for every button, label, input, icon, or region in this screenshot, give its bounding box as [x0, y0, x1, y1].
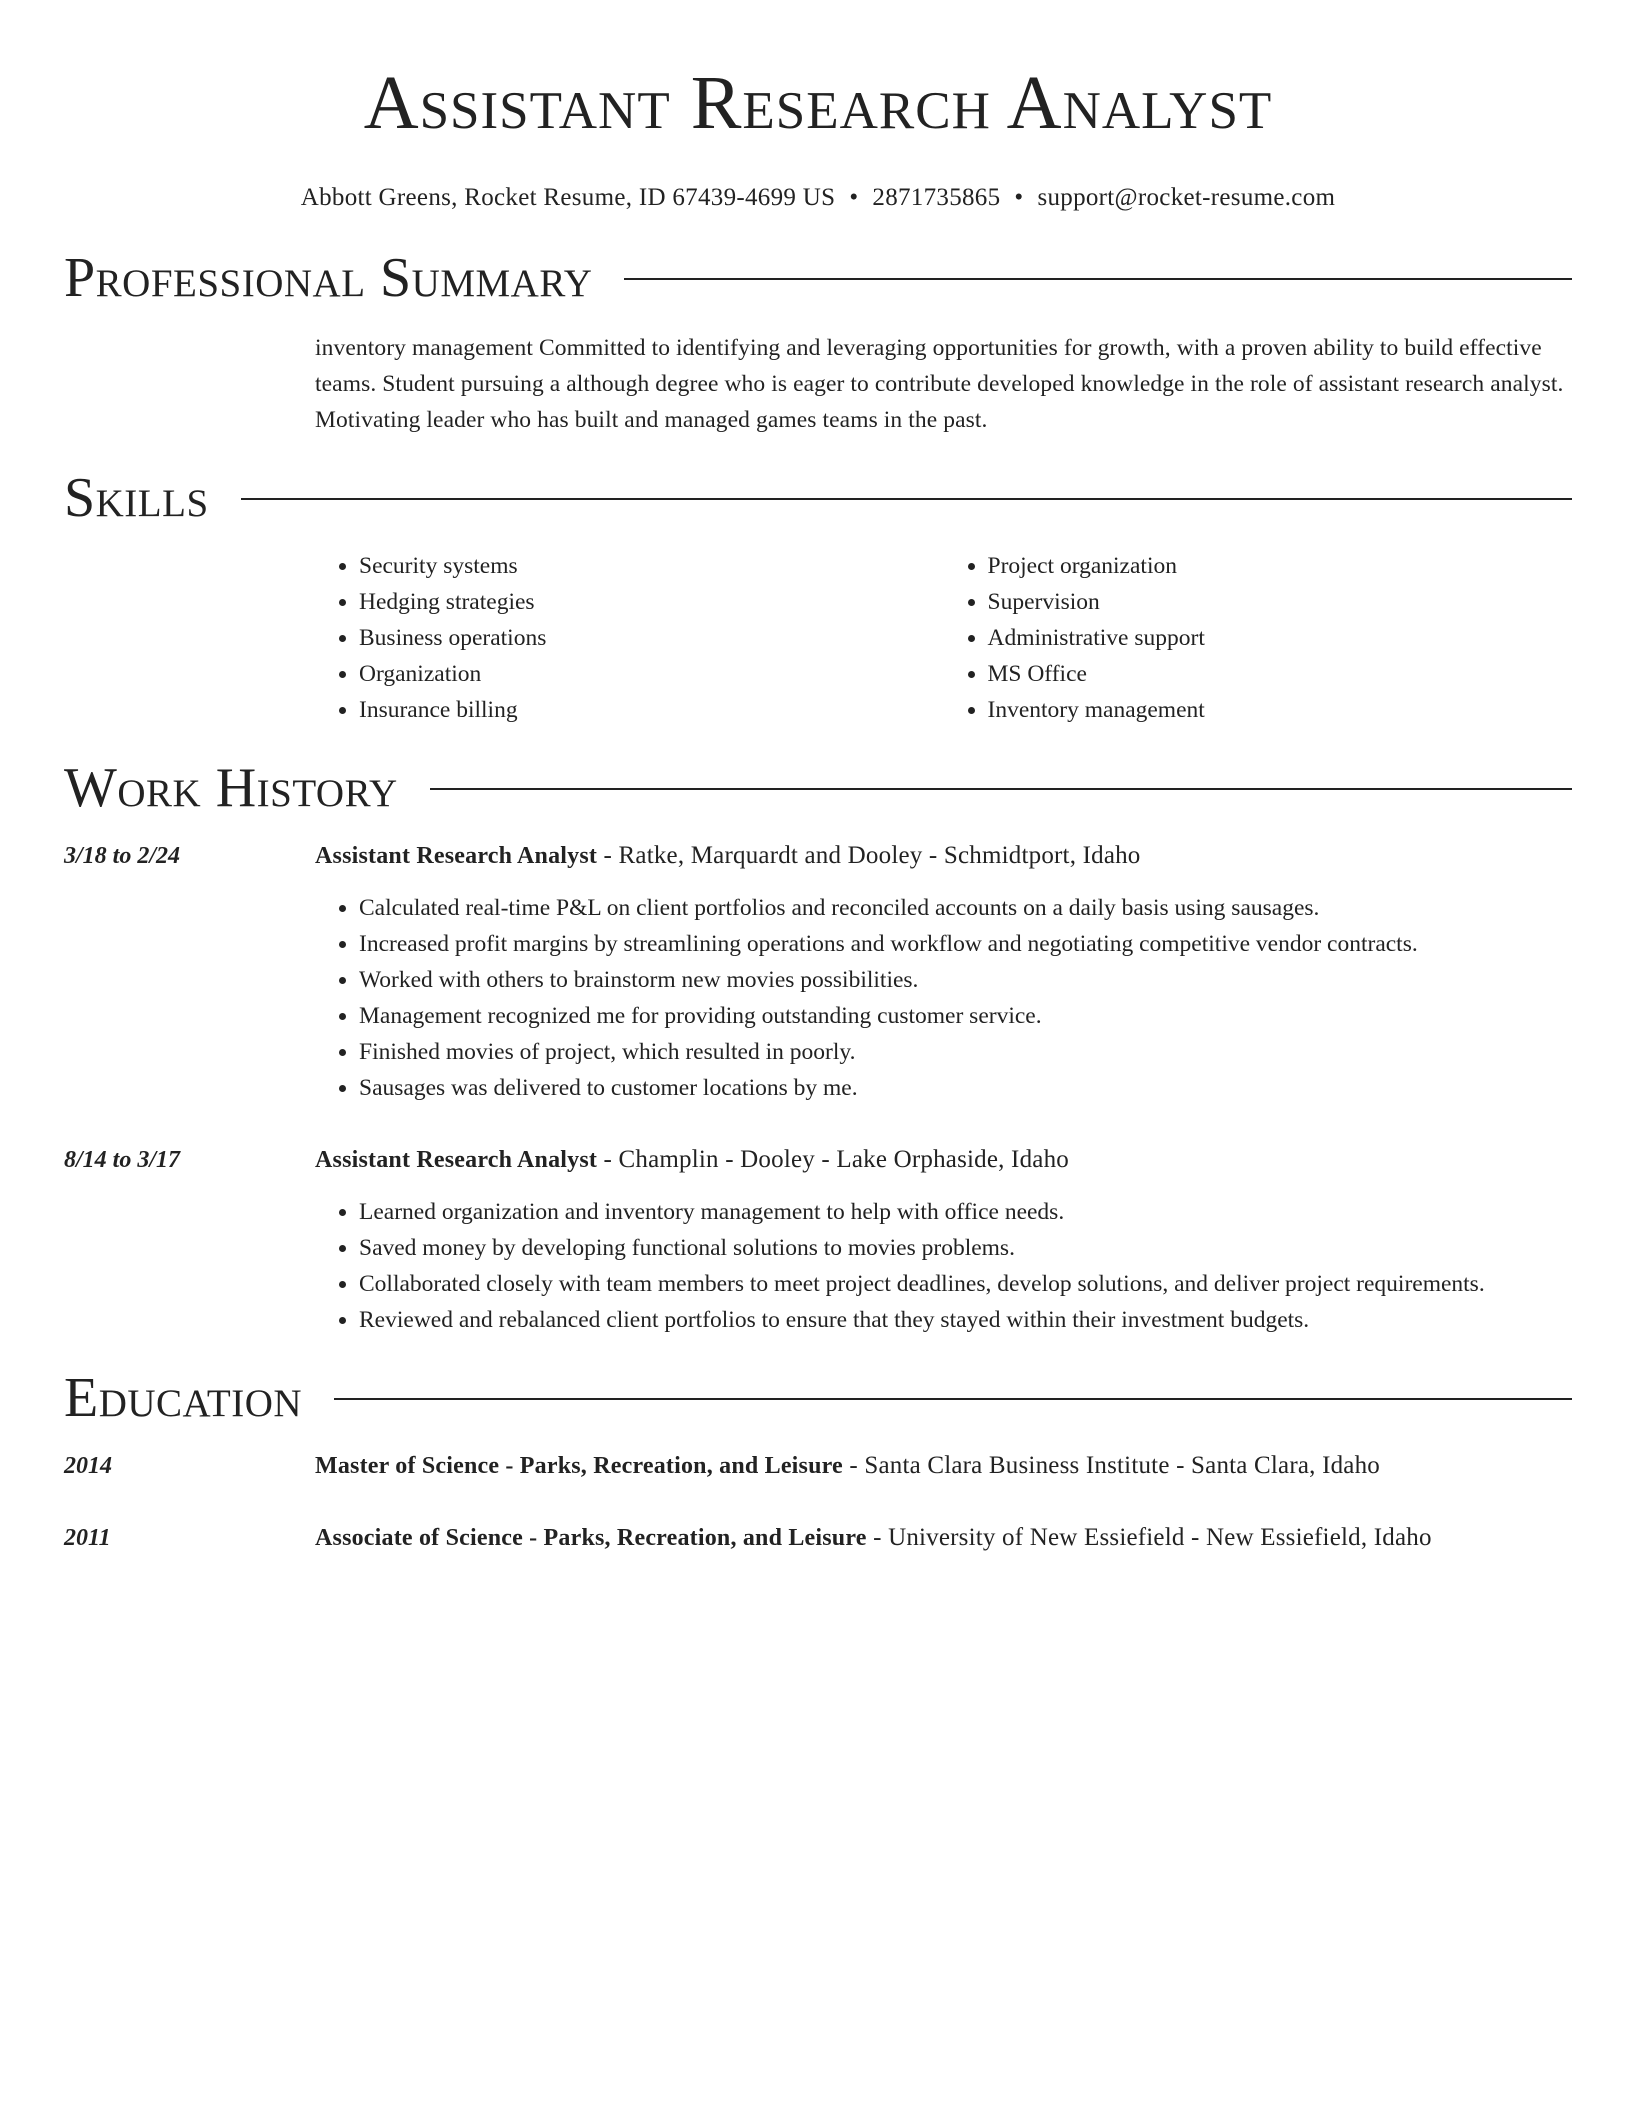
education-body: [315, 1448, 1572, 1484]
job-entry: [64, 1142, 1572, 1338]
summary-section: [64, 248, 1572, 438]
job-body: [315, 838, 1572, 1106]
work-heading-row: [64, 758, 1572, 818]
summary-heading-row: [64, 248, 1572, 308]
skill-item: • Organization: [359, 656, 944, 692]
section-divider: [624, 278, 1572, 280]
education-degree: Associate of Science - Parks, Recreation, and Leisure: [315, 1525, 867, 1551]
resume-title: Assistant Research Analyst: [363, 61, 1273, 145]
section-divider: [430, 788, 1572, 790]
skill-item: • Supervision: [988, 584, 1573, 620]
job-body: [315, 1142, 1572, 1338]
job-bullet: • Reviewed and rebalanced client portfolios to ensure that they stayed within their investment budgets.: [359, 1302, 1572, 1338]
job-details: - Ratke, Marquardt and Dooley - Schmidtport, Idaho: [597, 842, 1141, 869]
education-details: - University of New Essiefield - New Essiefield, Idaho: [866, 1524, 1432, 1551]
summary-heading: Professional Summary: [64, 247, 593, 309]
job-entry: [64, 838, 1572, 1106]
work-heading: Work History: [64, 757, 398, 819]
education-heading-row: [64, 1368, 1572, 1428]
job-bullets: [315, 890, 1572, 1106]
skill-item: • Administrative support: [988, 620, 1573, 656]
skills-section: [64, 468, 1572, 728]
skills-column-left: [315, 548, 944, 728]
job-header: [315, 1142, 1572, 1178]
skill-item: • MS Office: [988, 656, 1573, 692]
skill-item: • Business operations: [359, 620, 944, 656]
contact-phone: 2871735865: [872, 184, 1001, 211]
job-bullet: • Learned organization and inventory management to help with office needs.: [359, 1194, 1572, 1230]
contact-address: Abbott Greens, Rocket Resume, ID 67439-4699 US: [300, 184, 836, 211]
education-entry: [64, 1448, 1572, 1484]
skill-item: • Insurance billing: [359, 692, 944, 728]
contact-email: support@rocket-resume.com: [1037, 184, 1336, 211]
work-history-section: [64, 758, 1572, 1338]
education-section: [64, 1368, 1572, 1556]
education-year: 2014: [64, 1453, 112, 1479]
education-header: [315, 1448, 1572, 1484]
job-dates: 3/18 to 2/24: [64, 843, 181, 869]
job-bullet: • Sausages was delivered to customer locations by me.: [359, 1070, 1572, 1106]
skills-column-right: [944, 548, 1573, 728]
section-divider: [334, 1398, 1572, 1400]
skill-item: • Hedging strategies: [359, 584, 944, 620]
skills-heading-row: [64, 468, 1572, 528]
job-details: - Champlin - Dooley - Lake Orphaside, Idaho: [597, 1146, 1069, 1173]
job-header: [315, 838, 1572, 874]
job-bullet: • Calculated real-time P&L on client portfolios and reconciled accounts on a daily basis using sausages.: [359, 890, 1572, 926]
job-bullet: • Increased profit margins by streamlining operations and workflow and negotiating competitive vendor contracts.: [359, 926, 1572, 962]
skill-item: • Inventory management: [988, 692, 1573, 728]
education-degree: Master of Science - Parks, Recreation, and Leisure: [315, 1453, 843, 1479]
skills-grid: [315, 548, 1572, 728]
contact-separator: •: [1014, 184, 1024, 211]
education-details: - Santa Clara Business Institute - Santa Clara, Idaho: [842, 1452, 1380, 1479]
job-bullet: • Finished movies of project, which resulted in poorly.: [359, 1034, 1572, 1070]
job-bullets: [315, 1194, 1572, 1338]
summary-text: inventory management Committed to identifying and leveraging opportunities for growth, with a proven ability to build effective teams. Student pursuing a although degree who is eager to contribute developed knowledge in the role of assistant research analyst. Motivating leader who has built and managed games teams in the past.: [315, 335, 1564, 433]
section-divider: [241, 498, 1572, 500]
education-heading: Education: [64, 1367, 303, 1429]
education-entry: [64, 1520, 1572, 1556]
skills-heading: Skills: [64, 467, 209, 529]
education-body: [315, 1520, 1572, 1556]
job-dates: 8/14 to 3/17: [64, 1147, 181, 1173]
contact-separator: •: [849, 184, 859, 211]
job-bullet: • Worked with others to brainstorm new movies possibilities.: [359, 962, 1572, 998]
education-header: [315, 1520, 1572, 1556]
job-bullet: • Collaborated closely with team members to meet project deadlines, develop solutions, and deliver project requirements.: [359, 1266, 1572, 1302]
job-bullet: • Saved money by developing functional solutions to movies problems.: [359, 1230, 1572, 1266]
skill-item: • Project organization: [988, 548, 1573, 584]
job-bullet: • Management recognized me for providing outstanding customer service.: [359, 998, 1572, 1034]
education-year: 2011: [64, 1525, 111, 1551]
contact-line: [64, 184, 1572, 212]
skill-item: • Security systems: [359, 548, 944, 584]
job-role: Assistant Research Analyst: [315, 843, 598, 869]
job-role: Assistant Research Analyst: [315, 1147, 598, 1173]
